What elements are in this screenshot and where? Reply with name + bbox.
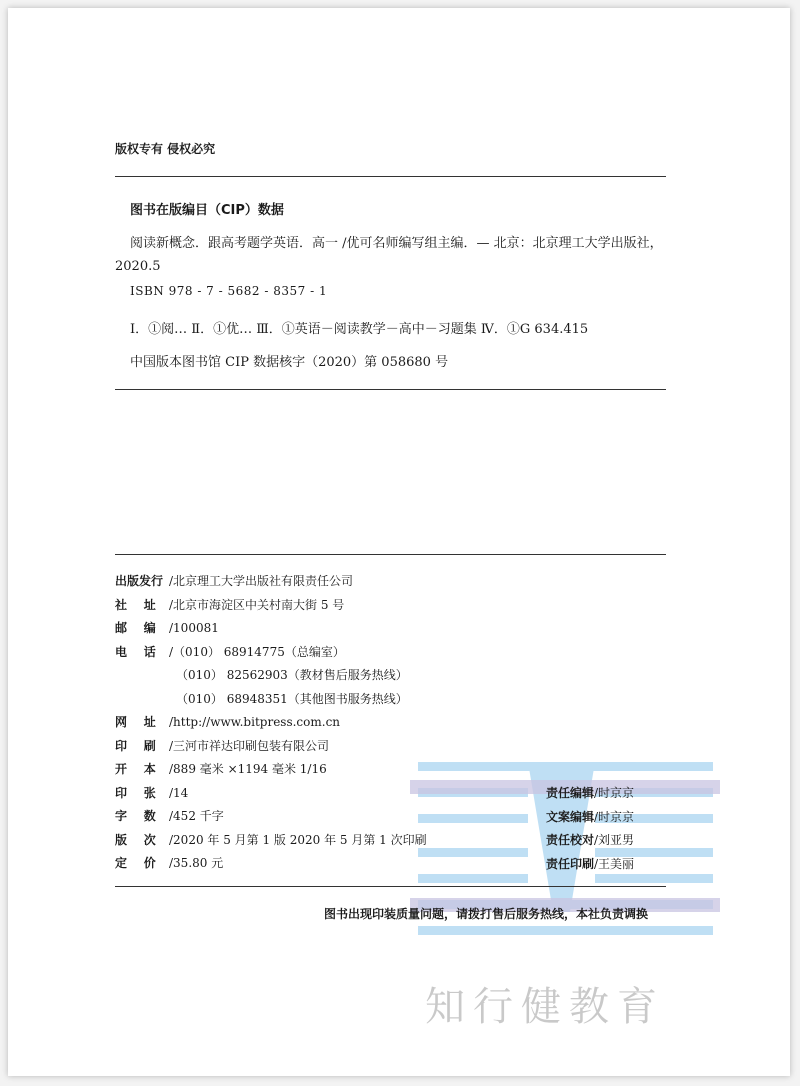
cip-line-2: 2020.5: [115, 259, 161, 274]
publisher-row: 出版发行 /北京理工大学出版社有限责任公司: [115, 574, 354, 588]
cip-isbn: ISBN 978 - 7 - 5682 - 8357 - 1: [130, 284, 328, 298]
publisher-row: 定 价 /35.80 元: [115, 856, 224, 870]
quality-notice: 图书出现印装质量问题，请拨打售后服务热线，本社负责调换: [324, 907, 649, 921]
cip-line-1: 阅读新概念．跟高考题学英语．高一 /优可名师编写组主编．— 北京：北京理工大学出版社，: [130, 236, 663, 251]
publisher-row: 社 址 /北京市海淀区中关村南大街 5 号: [115, 597, 345, 612]
publisher-top-divider: [115, 554, 666, 555]
publisher-row: 电 话 /（010） 68914775（总编室）: [115, 644, 345, 659]
copyright-notice: 版权专有 侵权必究: [115, 142, 216, 156]
publisher-row: 开 本 /889 毫米 ×1194 毫米 1/16: [115, 762, 327, 776]
editor-row: 责任编辑/时京京: [546, 786, 635, 800]
cip-bottom-divider: [115, 389, 666, 390]
cip-record-number: 中国版本图书馆 CIP 数据核字（2020）第 058680 号: [130, 355, 449, 370]
editor-row: 责任校对/刘亚男: [546, 833, 635, 847]
publisher-row: 版 次 /2020 年 5 月第 1 版 2020 年 5 月第 1 次印刷: [115, 832, 427, 847]
publisher-row: 印 张 /14: [115, 785, 189, 800]
publisher-bottom-divider: [115, 886, 666, 887]
watermark-text: 知行健教育: [425, 984, 665, 1030]
publisher-row: 字 数 /452 千字: [115, 809, 224, 823]
editor-credits: [546, 782, 634, 876]
cip-classification: Ⅰ．①阅… Ⅱ．①优… Ⅲ．①英语－阅读教学－高中－习题集 Ⅳ．①G 634.415: [130, 322, 589, 337]
publisher-row: 印 刷 /三河市祥达印刷包装有限公司: [115, 738, 330, 753]
top-divider: [115, 176, 666, 177]
publisher-info: [115, 570, 427, 876]
publisher-row: 网 址 /http://www.bitpress.com.cn: [115, 715, 341, 729]
cip-heading: 图书在版编目（CIP）数据: [130, 203, 284, 218]
editor-row: 责任印刷/王美丽: [546, 856, 635, 871]
publisher-row: 邮 编 /100081: [115, 621, 219, 635]
publisher-row: （010） 68948351（其他图书服务热线）: [176, 691, 408, 706]
editor-row: 文案编辑/时京京: [546, 809, 635, 824]
publisher-row: （010） 82562903（教材售后服务热线）: [176, 668, 408, 682]
